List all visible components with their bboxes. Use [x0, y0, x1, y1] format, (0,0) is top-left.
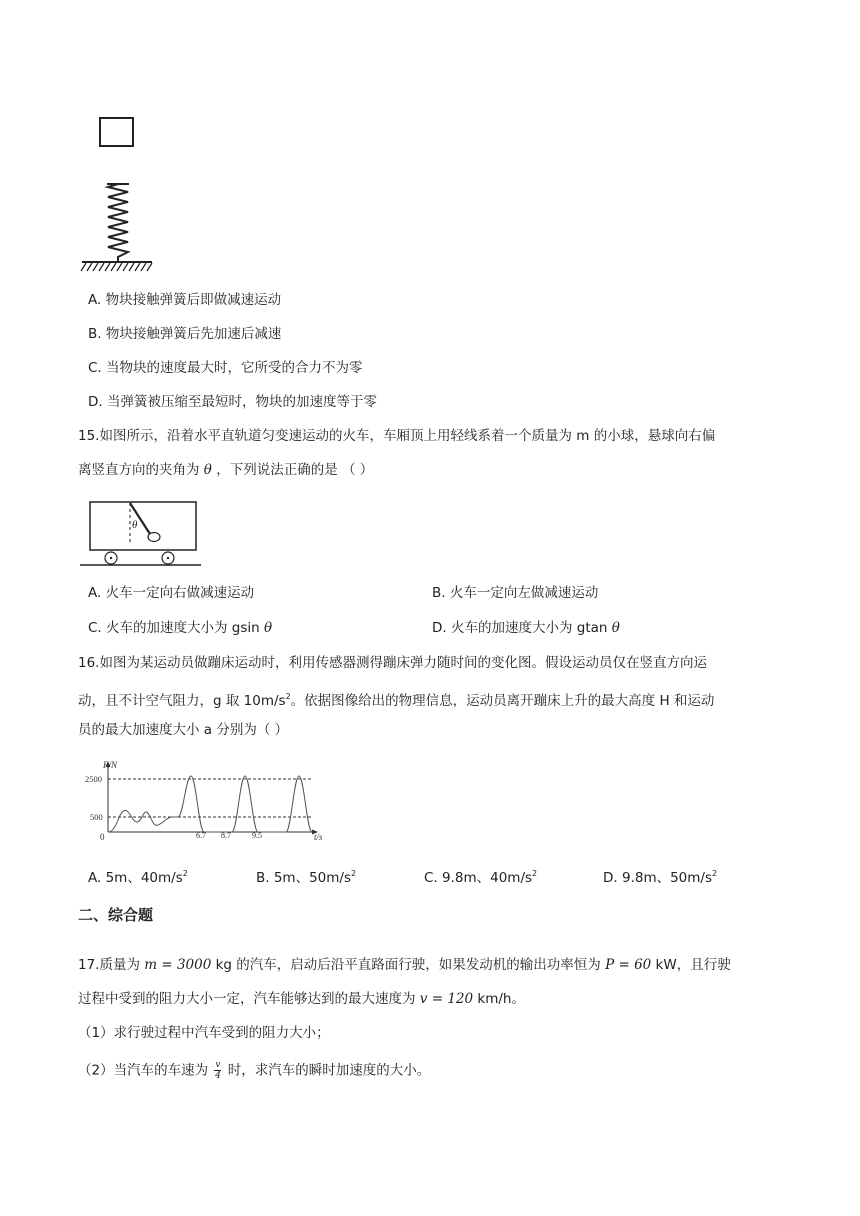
q15-option-c: C. 火车的加速度大小为 gsin θ	[88, 620, 273, 636]
q15-stem-line2: 离竖直方向的夹角为 θ ，下列说法正确的是 （ ）	[78, 462, 374, 478]
spring-block-figure	[78, 112, 158, 277]
car-body	[90, 502, 196, 550]
y-tick-label-500: 500	[90, 812, 103, 822]
force-time-chart	[80, 758, 340, 840]
y-tick-label-2500: 2500	[85, 774, 102, 784]
q16-stem-line3: 员的最大加速度大小 a 分别为（ ）	[78, 722, 289, 738]
q14-option-a: A. 物块接触弹簧后即做减速运动	[88, 292, 282, 308]
q16-stem-line1: 16.如图为某运动员做蹦床运动时，利用传感器测得蹦床弹力随时间的变化图。假设运动员仅在竖直方向运	[78, 655, 707, 671]
x-tick-label-9.5: 9.5	[252, 831, 262, 840]
q15-option-a: A. 火车一定向右做减速运动	[88, 585, 255, 601]
x-tick-label-6.7: 6.7	[196, 831, 206, 840]
q15-option-d: D. 火车的加速度大小为 gtan θ	[432, 620, 620, 636]
ball	[148, 533, 160, 542]
fraction: $\frac{v}{4}$	[215, 1060, 221, 1081]
q15-option-b: B. 火车一定向左做减速运动	[432, 585, 599, 601]
q17-subquestion-2: （2）当汽车的车速为 $\frac{v}{4}$ 时，求汽车的瞬时加速度的大小。	[78, 1060, 431, 1081]
q16-option-d: D. 9.8m、$50m/s^2$	[603, 869, 718, 886]
q16-option-c: C. 9.8m、$40m/s^2$	[424, 869, 538, 886]
q14-option-c: C. 当物块的速度最大时，它所受的合力不为零	[88, 360, 363, 376]
block	[100, 118, 133, 146]
force-curve	[108, 776, 312, 832]
q17-stem-line1: 17.质量为 m = 3000 kg 的汽车，启动后沿平直路面行驶，如果发动机的输出功率恒为 P = 60 kW，且行驶	[78, 957, 731, 973]
q16-stem-line2: 动，且不计空气阻力，g 取 $10m/s^2$。依据图像给出的物理信息，运动员离开蹦床上升的最大高度 H 和运动	[78, 692, 715, 709]
y-axis-label: F/N	[103, 760, 118, 770]
q17-stem-line2: 过程中受到的阻力大小一定，汽车能够达到的最大速度为 v = 120 km/h。	[78, 991, 525, 1007]
q17-subquestion-1: （1）求行驶过程中汽车受到的阻力大小；	[78, 1025, 330, 1041]
q16-option-a: A. 5m、$40m/s^2$	[88, 869, 188, 886]
theta-label: θ	[132, 519, 138, 531]
section-heading: 二、综合题	[78, 906, 154, 924]
spring	[108, 184, 128, 260]
x-tick-label-8.7: 8.7	[221, 831, 231, 840]
q15-stem-line1: 15.如图所示，沿着水平直轨道匀变速运动的火车，车厢顶上用轻线系着一个质量为 m 的小球，悬球向右偏	[78, 428, 716, 444]
q14-option-b: B. 物块接触弹簧后先加速后减速	[88, 326, 282, 342]
x-axis-label: t/s	[314, 832, 323, 840]
q16-option-b: B. 5m、$50m/s^2$	[256, 869, 357, 886]
origin-label: 0	[100, 832, 105, 840]
q14-option-d: D. 当弹簧被压缩至最短时，物块的加速度等于零	[88, 394, 377, 410]
train-car-figure	[78, 496, 203, 568]
